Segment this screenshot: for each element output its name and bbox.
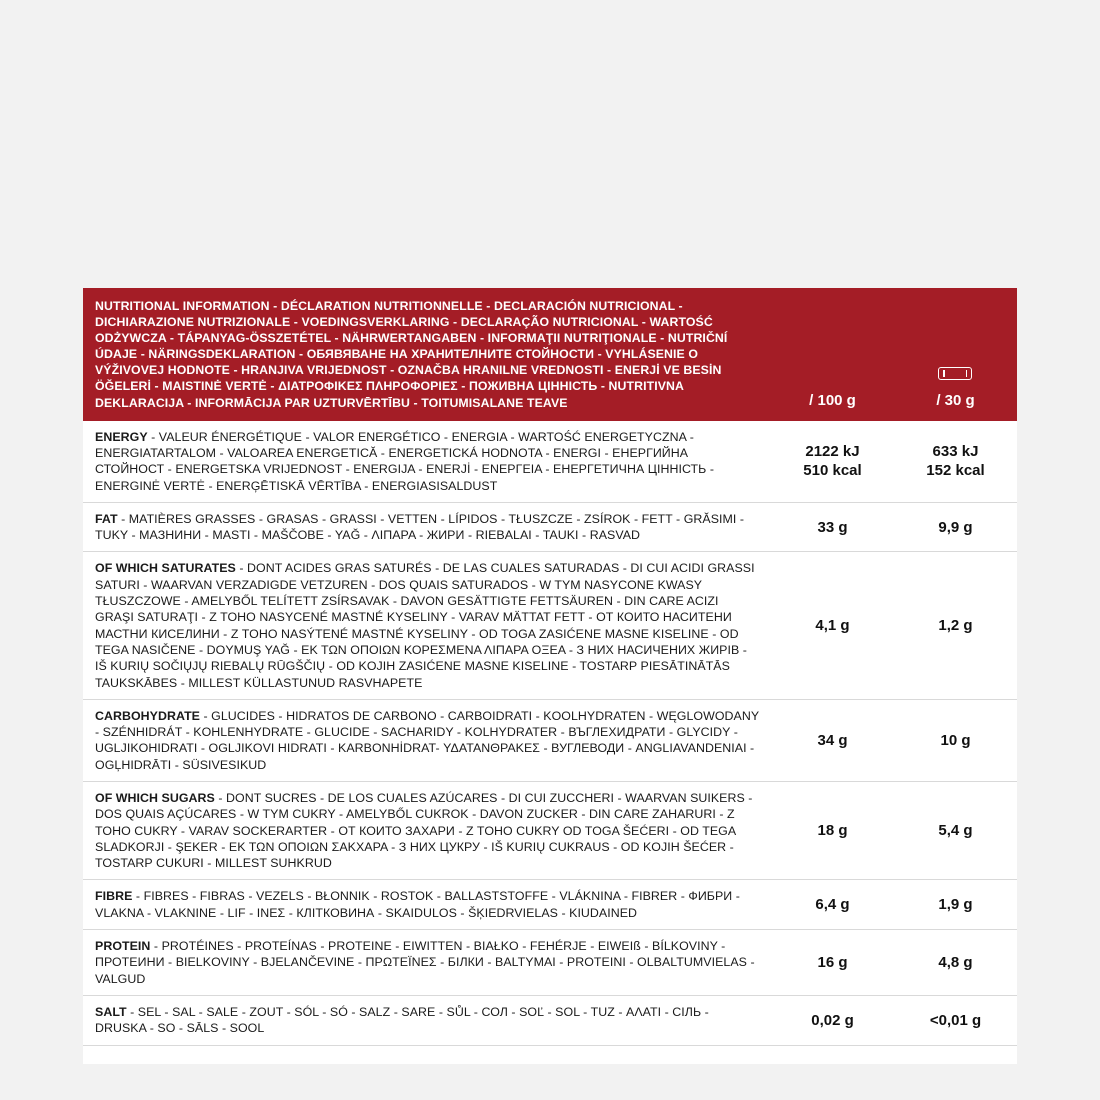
row-label-salt: [83, 996, 771, 1045]
row-bold-fibre: FIBRE: [95, 889, 133, 904]
row-value-saturates-per-30g: 1,2 g: [938, 617, 973, 635]
row-bold-sugars: OF WHICH SUGARS: [95, 791, 215, 805]
row-bold-salt: SALT: [95, 1004, 127, 1019]
table-row: [83, 996, 1017, 1046]
row-translations-carbohydrate: - GLUCIDES - HIDRATOS DE CARBONO - CARBOIDRATI - KOOLHYDRATEN - WĘGLOWODANY - SZÉNHIDRÁT - KOHLENHYDRATE - GLUCIDE - SACHARIDY - KOLHYDRATER - ВЪГЛЕХИДРАТИ - GLYCIDY - UGLJIKOHIDRATI - OGLJIKOVI HIDRATI - KARBONHİDRAT- ΥΔΑΤΑΝΘΡΑΚΕΣ - ВУГЛЕВОДИ - ANGLIAVANDENIAI - OGĻHIDRĀTI - SÜSIVESIKUD: [95, 708, 759, 772]
value-line-2: 152 kcal: [926, 462, 985, 480]
header-per-100g-label: / 100 g: [809, 391, 856, 409]
row-label-fat: [83, 503, 771, 552]
table-row: [83, 782, 1017, 880]
row-value-protein-per-30g: 4,8 g: [938, 954, 973, 972]
row-bold-saturates: OF WHICH SATURATES: [95, 561, 236, 576]
row-label-energy: [83, 421, 771, 502]
table-row: [83, 930, 1017, 996]
row-bold-energy: ENERGY: [95, 429, 148, 444]
row-value-carbohydrate-per-100g: 34 g: [817, 731, 848, 749]
table-row: [83, 552, 1017, 699]
header-column-per-100g: [771, 288, 894, 421]
value-line-1: 2122 kJ: [805, 443, 860, 461]
row-value-fat-per-100g: 33 g: [817, 518, 848, 536]
header-languages-text: NUTRITIONAL INFORMATION - DÉCLARATION NUTRITIONNELLE - DECLARACIÓN NUTRICIONAL - DICHIARAZIONE NUTRIZIONALE - VOEDINGSVERKLARING - DECLARAÇÃO NUTRICIONAL - WARTOŚĆ ODŻYWCZA - TÁPANYAG-ÖSSZETÉTEL - NÄHRWERTANGABEN - INFORMAŢII NUTRIŢIONALE - NUTRIČNÍ ÚDAJE - NÄRINGSDEKLARATION - ОБЯВЯВАНЕ НА ХРАНИТЕЛНИТЕ СТОЙНОСТИ - VYHLÁSENIE O VÝŽIVOVEJ HODNOTE - HRANJIVA VRIJEDNOST - OZNAČBA HRANILNE VREDNOSTI - ENERJİ VE BESİN ÖĞELERİ - MAISTINĖ VERTĖ - ΔΙΑΤΡΟΦΙΚΕΣ ΠΛΗΡΟΦΟΡΙΕΣ - ПОЖИВНА ЦІННІСТЬ - NUTRITIVNA DEKLARACIJA - INFORMĀCIJA PAR UZTURVĒRTĪBU - TOITUMISALANE TEAVE: [95, 299, 728, 410]
row-translations-energy: - VALEUR ÉNERGÉTIQUE - VALOR ENERGÉTICO - ENERGIA - WARTOŚĆ ENERGETYCZNA - ENERGIATARTALOM - VALOAREA ENERGETICĂ - ENERGETICKÁ HODNOTA - ENERGI - ЕНЕРГИЙНА СТОЙНОСТ - ENERGETSKA VRIJEDNOST - ENERGIJA - ENERJİ - ΕΝΕΡΓΕΙΑ - ЕНЕРГЕТИЧНА ЦІННІСТЬ - ENERGINĖ VERTĖ - ENERĢĒTISKĀ VĒRTĪBA - ENERGIASISALDUST: [95, 429, 714, 493]
row-value-saturates-per-100g: 4,1 g: [815, 617, 850, 635]
row-label-sugars: [83, 782, 771, 879]
row-bold-fat: FAT: [95, 511, 118, 526]
row-label-fibre: [83, 880, 771, 929]
row-value-fibre-per-30g: 1,9 g: [938, 896, 973, 914]
row-bold-carbohydrate: CARBOHYDRATE: [95, 708, 200, 723]
row-value-fat-per-30g: 9,9 g: [938, 518, 973, 536]
table-row: [83, 421, 1017, 503]
row-value-sugars-per-100g: 18 g: [817, 822, 848, 840]
header-per-30g-label: / 30 g: [936, 391, 975, 409]
row-value-carbohydrate-per-30g: 10 g: [940, 731, 971, 749]
row-value-fibre-per-100g: 6,4 g: [815, 896, 850, 914]
row-value-sugars-per-30g: 5,4 g: [938, 822, 973, 840]
table-footer-spacer: [83, 1046, 1017, 1064]
row-value-energy-per-30g: [894, 421, 1017, 502]
table-row: [83, 700, 1017, 782]
row-label-protein: [83, 930, 771, 995]
energy-bar-icon: [938, 367, 972, 380]
row-value-salt-per-100g: 0,02 g: [811, 1011, 854, 1029]
row-translations-sugars: - DONT SUCRES - DE LOS CUALES AZÚCARES - DI CUI ZUCCHERI - WAARVAN SUIKERS - DOS QUAIS AÇÚCARES - W TYM CUKRY - AMELYBŐL CUKROK - DAVON ZUCKER - DIN CARE ZAHARURI - Z TOHO CUKRY - VARAV SOCKERARTER - ОТ КОИТО ЗАХАРИ - Z TOHO CUKRY OD TOGA ŠEĆERI - OD TEGA SLADKORJI - ŞEKER - ΕΚ ΤΩΝ ΟΠΟΙΩΝ ΣΑΚΧΑΡΑ - З НИХ ЦУКРУ - IŠ KURIŲ CUKRAUS - OD KOJIH ŠEĆER - TOSTARP CUKURI - MILLEST SUHKRUD: [95, 791, 753, 871]
row-value-protein-per-100g: 16 g: [817, 954, 848, 972]
value-line-2: 510 kcal: [803, 462, 862, 480]
table-header: [83, 288, 1017, 421]
nutrition-table: [83, 288, 1017, 1064]
row-translations-fibre: - FIBRES - FIBRAS - VEZELS - BŁONNIK - ROSTOK - BALLASTSTOFFE - VLÁKNINA - FIBRER - ФИБРИ - VLAKNA - VLAKNINE - LIF - ΙΝΕΣ - КЛІТКОВИНА - SKAIDULOS - ŠĶIEDRVIELAS - KIUDAINED: [95, 889, 740, 920]
row-label-carbohydrate: [83, 700, 771, 781]
table-row: [83, 880, 1017, 930]
row-bold-protein: PROTEIN: [95, 939, 151, 954]
value-line-1: 633 kJ: [932, 443, 979, 461]
row-translations-saturates: - DONT ACIDES GRAS SATURÉS - DE LAS CUALES SATURADAS - DI CUI ACIDI GRASSI SATURI - WAARVAN VERZADIGDE VETZUREN - DOS QUAIS SATURADOS - W TYM NASYCONE KWASY TŁUSZCZOWE - AMELYBŐL TELÍTETT ZSÍRSAVAK - DAVON GESÄTTIGTE FETTSÄUREN - DIN CARE ACIZI GRAŞI SATURAŢI - Z TOHO NASYCENÉ MASTNÉ KYSELINY - VARAV MÄTTAT FETT - ОТ КОИТО НАСИТЕНИ МАСТНИ КИСЕЛИНИ - Z TOHO NASÝTENÉ MASTNÉ KYSELINY - OD TOGA ZASIĆENE MASNE KISELINE - OD TEGA NASIČENE - DOYMUŞ YAĞ - ΕΚ ΤΩΝ ΟΠΟΙΩΝ ΚΟΡΕΣΜΕΝΑ ΛΙΠΑΡΑ ΟΞΕΑ - З НИХ НАСИЧЕНИХ ЖИРІВ - IŠ KURIŲ SOČIŲJŲ RIEBALŲ RŪGŠČIŲ - OD KOJIH ZASIĆENE MASNE KISELINE - TOSTARP PIESĀTINĀTĀS TAUKSKĀBES - MILLEST KÜLLASTUNUD RASVHAPETE: [95, 561, 755, 690]
row-value-salt-per-30g: <0,01 g: [929, 1011, 982, 1029]
row-translations-salt: - SEL - SAL - SALE - ZOUT - SÓL - SÓ - SALZ - SARE - SŮL - СОЛ - SOĽ - SOL - TUZ - ΑΛΑΤΙ - СІЛЬ - DRUSKA - SO - SĀLS - SOOL: [95, 1004, 709, 1036]
header-column-per-30g: [894, 288, 1017, 421]
row-translations-protein: - PROTÉINES - PROTEÍNAS - PROTEINE - EIWITTEN - BIAŁKO - FEHÉRJE - EIWEIß - BÍLKOVINY - ПРОТЕИНИ - BIELKOVINY - BJELANČEVINE - ΠΡΩΤΕΪΝΕΣ - БІЛКИ - BALTYMAI - PROTEINI - OLBALTUMVIELAS - VALGUD: [95, 939, 755, 986]
table-row: [83, 503, 1017, 553]
row-label-saturates: [83, 552, 771, 698]
row-value-energy-per-100g: [771, 421, 894, 502]
row-translations-fat: - MATIÈRES GRASSES - GRASAS - GRASSI - VETTEN - LÍPIDOS - TŁUSZCZE - ZSÍROK - FETT - GRĂSIMI - TUKY - МАЗНИНИ - MASTI - MAŠČOBE - YAĞ - ΛΙΠΑΡΑ - ЖИРИ - RIEBALAI - TAUKI - RASVAD: [95, 511, 745, 543]
